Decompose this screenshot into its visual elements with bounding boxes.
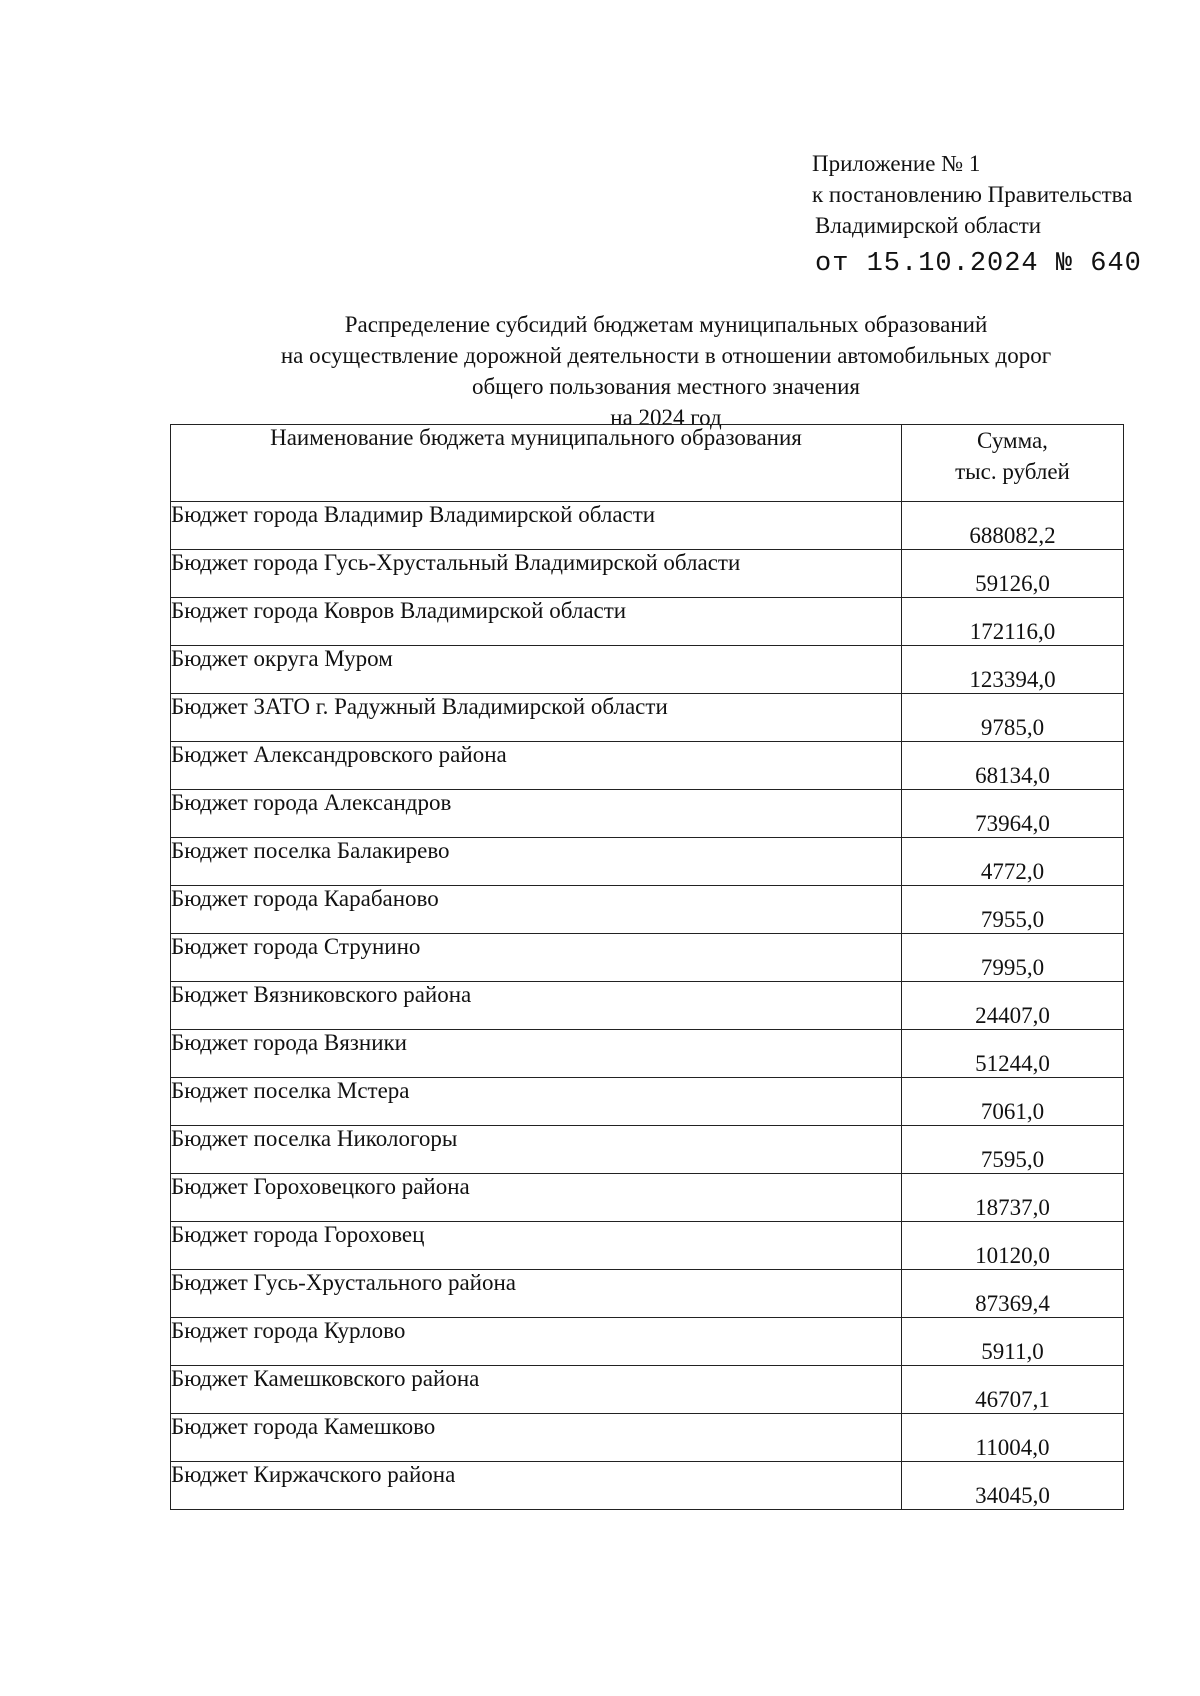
budget-name-cell: Бюджет города Курлово [171, 1318, 902, 1366]
table-row [171, 982, 1124, 1030]
amount-cell: 123394,0 [902, 646, 1124, 694]
amount-cell: 5911,0 [902, 1318, 1124, 1366]
amount-cell: 34045,0 [902, 1462, 1124, 1510]
budget-name-cell: Бюджет города Александров [171, 790, 902, 838]
title-line-2: на осуществление дорожной деятельности в отношении автомобильных дорог [280, 343, 1052, 368]
amount-cell: 68134,0 [902, 742, 1124, 790]
amount-cell: 73964,0 [902, 790, 1124, 838]
document-title [170, 309, 1162, 433]
table-row [171, 1078, 1124, 1126]
header-budget-name: Наименование бюджета муниципального образования [171, 425, 902, 502]
budget-name-cell: Бюджет города Гороховец [171, 1222, 902, 1270]
budget-name-cell: Бюджет города Вязники [171, 1030, 902, 1078]
appendix-reference: к постановлению Правительства [812, 182, 1133, 207]
amount-cell: 4772,0 [902, 838, 1124, 886]
amount-cell: 7995,0 [902, 934, 1124, 982]
budget-name-cell: Бюджет округа Муром [171, 646, 902, 694]
appendix-region: Владимирской области [815, 213, 1042, 238]
amount-cell: 11004,0 [902, 1414, 1124, 1462]
budget-name-cell: Бюджет города Камешково [171, 1414, 902, 1462]
budget-name-cell: Бюджет ЗАТО г. Радужный Владимирской области [171, 694, 902, 742]
amount-cell: 10120,0 [902, 1222, 1124, 1270]
table-row [171, 1462, 1124, 1510]
amount-cell: 9785,0 [902, 694, 1124, 742]
table-row [171, 1222, 1124, 1270]
budget-name-cell: Бюджет поселка Мстера [171, 1078, 902, 1126]
budget-name-cell: Бюджет города Струнино [171, 934, 902, 982]
table-row [171, 646, 1124, 694]
header-amount-unit: тыс. рублей [955, 459, 1070, 484]
budget-name-cell: Бюджет Гороховецкого района [171, 1174, 902, 1222]
budget-name-cell: Бюджет Камешковского района [171, 1366, 902, 1414]
budget-name-cell: Бюджет города Гусь-Хрустальный Владимирской области [171, 550, 902, 598]
table-row [171, 742, 1124, 790]
table-row [171, 1318, 1124, 1366]
table-row [171, 1366, 1124, 1414]
table-row [171, 502, 1124, 550]
appendix-number: Приложение № 1 [812, 151, 981, 176]
amount-cell: 7061,0 [902, 1078, 1124, 1126]
title-line-1: Распределение субсидий бюджетам муниципальных образований [344, 312, 988, 337]
table-row [171, 694, 1124, 742]
table-row [171, 934, 1124, 982]
budget-name-cell: Бюджет Александровского района [171, 742, 902, 790]
table-row [171, 1030, 1124, 1078]
table-row [171, 886, 1124, 934]
header-amount [902, 425, 1124, 502]
table-row [171, 838, 1124, 886]
budget-name-cell: Бюджет Гусь-Хрустального района [171, 1270, 902, 1318]
subsidy-table [170, 424, 1124, 1510]
document-date-number-stamp: от 15.10.2024 № 640 [815, 249, 1142, 279]
budget-name-cell: Бюджет города Карабаново [171, 886, 902, 934]
budget-name-cell: Бюджет Вязниковского района [171, 982, 902, 1030]
table-row [171, 598, 1124, 646]
table-row [171, 1414, 1124, 1462]
appendix-header [812, 148, 1142, 280]
amount-cell: 7955,0 [902, 886, 1124, 934]
title-line-3: общего пользования местного значения [471, 374, 861, 399]
budget-name-cell: Бюджет города Владимир Владимирской области [171, 502, 902, 550]
budget-name-cell: Бюджет поселка Никологоры [171, 1126, 902, 1174]
table-header-row [171, 425, 1124, 502]
amount-cell: 7595,0 [902, 1126, 1124, 1174]
amount-cell: 59126,0 [902, 550, 1124, 598]
budget-name-cell: Бюджет города Ковров Владимирской области [171, 598, 902, 646]
amount-cell: 18737,0 [902, 1174, 1124, 1222]
title-line-4: на 2024 год [610, 405, 722, 430]
amount-cell: 24407,0 [902, 982, 1124, 1030]
header-amount-label: Сумма, [977, 428, 1048, 453]
amount-cell: 172116,0 [902, 598, 1124, 646]
table-row [171, 790, 1124, 838]
budget-name-cell: Бюджет поселка Балакирево [171, 838, 902, 886]
budget-name-cell: Бюджет Киржачского района [171, 1462, 902, 1510]
table-row [171, 1174, 1124, 1222]
amount-cell: 46707,1 [902, 1366, 1124, 1414]
amount-cell: 688082,2 [902, 502, 1124, 550]
amount-cell: 51244,0 [902, 1030, 1124, 1078]
amount-cell: 87369,4 [902, 1270, 1124, 1318]
table-row [171, 550, 1124, 598]
table-row [171, 1126, 1124, 1174]
table-row [171, 1270, 1124, 1318]
